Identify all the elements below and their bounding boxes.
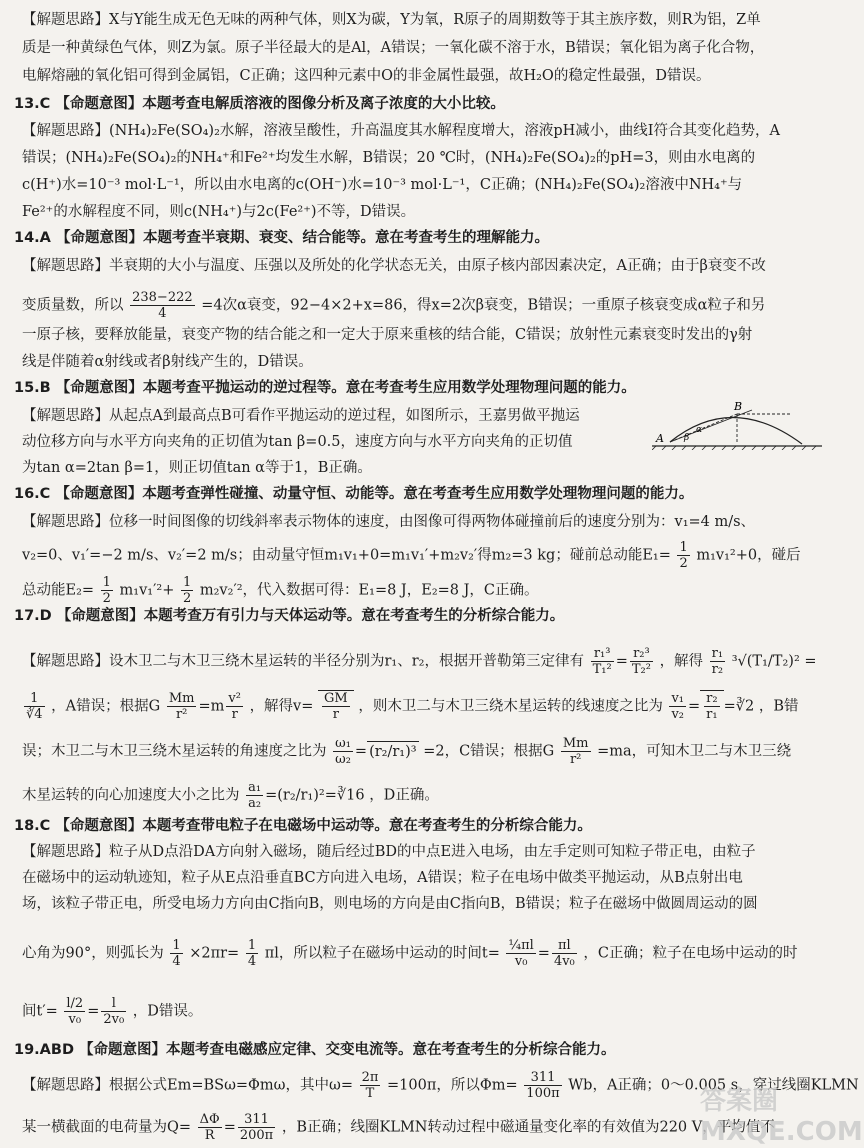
equals: =	[615, 653, 628, 670]
text-fragment: 总动能E₂=	[22, 582, 95, 599]
question-15-header: 15.B 【命题意图】本题考查平抛运动的逆过程等。意在考查考生应用数学处理物理问题的能力。	[14, 380, 636, 396]
fraction: $\frac{l/2}{\text{v₀}}$	[66, 996, 84, 1027]
fraction: $\frac{1}{2}$	[102, 575, 111, 606]
text-line	[22, 290, 765, 321]
fraction: $\frac{\Delta\Phi}{R}$	[199, 1112, 220, 1143]
text-line	[22, 736, 791, 767]
projectile-diagram	[652, 402, 822, 450]
text-fragment: 误；木卫二与木卫三绕木星运转的角速度之比为	[22, 743, 327, 760]
fraction: $\frac{Mm}{\text{r²}}$	[562, 736, 589, 767]
question-18-header: 18.C 【命题意图】本题考查带电粒子在电磁场中运动等。意在考查考生的分析综合能力。	[14, 818, 592, 834]
fraction: $\frac{\text{a₁}}{\text{a₂}}$	[248, 780, 262, 811]
text-line: 动位移方向与水平方向夹角的正切值为tan β=0.5，速度方向与水平方向夹角的正切值	[22, 434, 573, 450]
fraction: $\frac{311}{200\pi}$	[239, 1112, 274, 1143]
equals: =	[688, 698, 701, 715]
text-line: 场，该粒子带正电，所受电场力方向由C指向B，则电场的方向是由C指向B，B错误；粒子在磁场中做圆周运动的圆	[22, 896, 758, 912]
text-line: 为tan α=2tan β=1，则正切值tan α等于1，B正确。	[22, 460, 372, 476]
fraction: $\frac{\pi l}{\text{4v₀}}$	[553, 938, 575, 969]
fraction: $\frac{\text{r₁}}{\text{r₂}}$	[711, 646, 724, 677]
sqrt: $\frac{GM}{r}$	[318, 690, 354, 722]
text-fragment: 间t′=	[22, 1003, 58, 1020]
text-fragment: 心角为90°，则弧长为	[22, 945, 164, 962]
fraction: $\frac{2\pi}{T}$	[361, 1070, 379, 1101]
fraction: $\frac{\text{ω₁}}{\text{ω₂}}$	[335, 736, 351, 767]
text-fragment: =2，C错误；根据G	[423, 743, 555, 760]
fraction: $\frac{238-222}{4}$	[132, 290, 193, 321]
text-fragment: ，B错	[758, 698, 799, 715]
formula: =m	[198, 698, 225, 715]
text-line: 在磁场中的运动轨迹知，粒子从E点沿垂直BC方向进入电场，A错误；粒子在电场中做类平抛运动，从B点射出电	[22, 870, 743, 886]
sqrt: (r₂/r₁)³	[367, 741, 419, 762]
question-14-header: 14.A 【命题意图】本题考查半衰期、衰变、结合能等。意在考查考生的理解能力。	[14, 230, 549, 246]
text-fragment: m₂v₂′²，代入数据可得：E₁=8 J，E₂=8 J，C正确。	[199, 582, 539, 599]
text-line: 【解题思路】半衰期的大小与温度、压强以及所处的化学状态无关，由原子核内部因素决定，A正确；由于β衰变不改	[22, 258, 766, 274]
text-fragment: ，B正确；线圈KLMN转动过程中磁通量变化率的有效值为220 V，平均值不	[281, 1119, 775, 1136]
text-fragment: m₁v₁′²+	[119, 582, 175, 599]
fraction: $\frac{1}{4}$	[172, 938, 181, 969]
text-line	[22, 996, 202, 1027]
fraction: $\frac{1}{2}$	[679, 540, 688, 571]
text-line: 【解题思路】从起点A到最高点B可看作平抛运动的逆过程，如图所示，王嘉男做平抛运	[22, 408, 580, 424]
fraction: $\frac{\text{v²}}{r}$	[228, 691, 241, 722]
text-line	[22, 1112, 775, 1143]
label-alpha: α	[696, 425, 703, 435]
text-line	[22, 690, 798, 722]
text-fragment: 某一横截面的电荷量为Q=	[22, 1119, 192, 1136]
fraction: $\frac{1}{∛4}$	[26, 691, 43, 722]
formula: =∛2	[723, 698, 755, 715]
equals: =	[87, 1003, 100, 1020]
text-line: Fe²⁺的水解程度不同，则c(NH₄⁺)与2c(Fe²⁺)不等，D错误。	[22, 204, 416, 220]
text-line: c(H⁺)水=10⁻³ mol·L⁻¹，所以由水电离的c(OH⁻)水=10⁻³ mol·L⁻¹，C正确；(NH₄)₂Fe(SO₄)₂溶液中NH₄⁺与	[22, 177, 743, 193]
text-line: 电解熔融的氧化铝可得到金属铝，C正确；这四种元素中O的非金属性最强，故H₂O的稳定性最强，D错误。	[22, 68, 711, 84]
question-13-header: 13.C 【命题意图】本题考查电解质溶液的图像分析及离子浓度的大小比较。	[14, 96, 505, 112]
text-fragment: ，解得	[659, 653, 704, 670]
text-fragment: 【解题思路】根据公式Em=BSω=Φmω，其中ω=	[22, 1077, 353, 1094]
text-fragment: πl，所以粒子在磁场中运动的时间t=	[264, 945, 500, 962]
fraction: $\frac{l}{\text{2v₀}}$	[103, 996, 125, 1027]
fraction: $\frac{\text{¼πl}}{\text{v₀}}$	[508, 938, 534, 969]
text-fragment: ×2πr=	[189, 945, 240, 962]
fraction: $\frac{\text{r₁³}}{\text{T₁²}}$	[592, 646, 612, 677]
text-fragment: ，C正确；粒子在电场中运动的时	[583, 945, 798, 962]
formula: =(r₂/r₁)²=∛16	[265, 787, 365, 804]
text-fragment: ，则木卫二与木卫三绕木星运转的线速度之比为	[358, 698, 663, 715]
text-fragment: ，解得v=	[249, 698, 314, 715]
equals: =	[223, 1119, 236, 1136]
text-line	[22, 938, 797, 969]
text-fragment: 木星运转的向心加速度大小之比为	[22, 787, 240, 804]
question-19-header: 19.ABD 【命题意图】本题考查电磁感应定律、交变电流等。意在考查考生的分析综合能力。	[14, 1042, 616, 1058]
text-fragment: ，A错误；根据G	[51, 698, 161, 715]
text-line: 【解题思路】粒子从D点沿DA方向射入磁场，随后经过BD的中点E进入电场，由左手定则可知粒子带正电，由粒子	[22, 844, 756, 860]
label-beta: β	[684, 433, 690, 443]
label-b: B	[734, 402, 743, 413]
formula: ³√(T₁/T₂)² =	[731, 653, 817, 670]
text-fragment: ，D正确。	[369, 787, 439, 804]
text-fragment: =4次α衰变，92−4×2+x=86，得x=2次β衰变，B错误；一重原子核衰变成α粒子和另	[201, 297, 766, 314]
text-fragment: Wb，A正确；0～0.005 s，穿过线圈KLMN	[568, 1077, 859, 1094]
text-line: 错误；(NH₄)₂Fe(SO₄)₂的NH₄⁺和Fe²⁺均发生水解，B错误；20 ℃时，(NH₄)₂Fe(SO₄)₂的pH=3，则由水电离的	[22, 150, 756, 166]
text-line: 【解题思路】位移一时间图像的切线斜率表示物体的速度，由图像可得两物体碰撞前后的速度分别为：v₁=4 m/s、	[22, 514, 756, 530]
text-line	[22, 575, 539, 606]
question-17-header: 17.D 【命题意图】本题考查万有引力与天体运动等。意在考查考生的分析综合能力。	[14, 608, 565, 624]
sqrt: $\frac{\text{r₂}}{\text{r₁}}$	[700, 690, 723, 722]
equals: =	[537, 945, 550, 962]
text-fragment: m₁v₁²+0，碰后	[696, 547, 801, 564]
watermark-logo: 答案圈 MXQE.COM	[700, 1086, 863, 1147]
question-16-header: 16.C 【命题意图】本题考查弹性碰撞、动量守恒、动能等。意在考查考生应用数学处理物理问题的能力。	[14, 486, 694, 502]
text-line: 【解题思路】(NH₄)₂Fe(SO₄)₂水解，溶液呈酸性，升高温度其水解程度增大，溶液pH减小，曲线Ⅰ符合其变化趋势，A	[22, 123, 781, 139]
fraction: $\frac{311}{100\pi}$	[526, 1070, 560, 1101]
text-line: 一原子核，要释放能量，衰变产物的结合能之和一定大于原来重核的结合能，C错误；放射性元素衰变时发出的γ射	[22, 327, 753, 343]
fraction: $\frac{\text{v₁}}{\text{v₂}}$	[671, 691, 684, 722]
text-line	[22, 646, 817, 677]
text-line: 质是一种黄绿色气体，则Z为氯。原子半径最大的是Al，A错误；一氧化碳不溶于水，B错误；氧化铝为离子化合物，	[22, 40, 765, 56]
text-fragment: v₂=0、v₁′=−2 m/s、v₂′=2 m/s；由动量守恒m₁v₁+0=m₁v₁′+m₂v₂′得m₂=3 kg；碰前总动能E₁=	[22, 547, 671, 564]
fraction: $\frac{\text{r₂³}}{\text{T₂²}}$	[631, 646, 651, 677]
text-line	[22, 780, 439, 811]
text-fragment: 变质量数，所以	[22, 297, 124, 314]
equals: =	[354, 743, 368, 760]
fraction: $\frac{1}{2}$	[182, 575, 192, 606]
text-line	[22, 540, 801, 571]
text-fragment: =ma，可知木卫二与木卫三绕	[597, 743, 792, 760]
label-a: A	[656, 432, 664, 445]
text-line: 线是伴随着α射线或者β射线产生的，D错误。	[22, 354, 313, 370]
text-fragment: =100π，所以Φm=	[387, 1077, 518, 1094]
fraction: $\frac{1}{4}$	[247, 938, 257, 969]
text-fragment: 【解题思路】设木卫二与木卫三绕木星运转的半径分别为r₁、r₂，根据开普勒第三定律有	[22, 653, 584, 670]
text-fragment: ，D错误。	[132, 1003, 203, 1020]
text-line: 【解题思路】X与Y能生成无色无味的两种气体，则X为碳，Y为氧，R原子的周期数等于其主族序数，则R为铝，Z单	[22, 12, 761, 28]
fraction: $\frac{Mm}{\text{r²}}$	[168, 691, 195, 722]
